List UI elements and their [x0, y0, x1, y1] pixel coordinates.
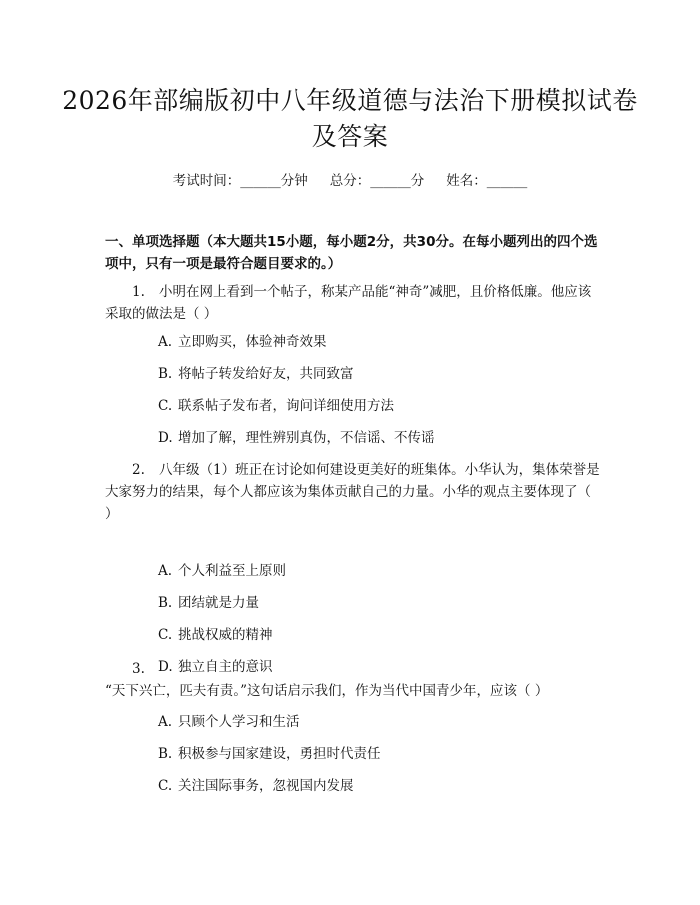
question-1 [105, 281, 600, 325]
question-1-option-c [158, 397, 598, 415]
question-stem: 小明在网上看到一个帖子，称某产品能“神奇”减肥，且价格低廉。他应该采取的做法是（ ） [105, 284, 592, 322]
option-letter: C. [158, 398, 173, 414]
option-text: 独立自主的意识 [178, 659, 273, 675]
option-letter: B. [158, 595, 173, 611]
option-text: 增加了解，理性辨别真伪，不信谣、不传谣 [178, 430, 435, 446]
option-text: 个人利益至上原则 [178, 563, 286, 579]
question-2-option-b [158, 594, 598, 612]
question-stem: 八年级（1）班正在讨论如何建设更美好的班集体。小华认为，集体荣誉是大家努力的结果，每个人都应该为集体贡献自己的力量。小华的观点主要体现了（ ） [105, 462, 600, 522]
option-text: 立即购买，体验神奇效果 [178, 334, 327, 350]
student-name-field: 姓名：______ [446, 173, 528, 189]
question-stem: “天下兴亡，匹夫有责。”这句话启示我们，作为当代中国青少年，应该（ ） [105, 683, 549, 699]
question-number: 3. [132, 661, 145, 677]
question-1-option-a [158, 333, 598, 351]
exam-time-field: 考试时间：______分钟 [172, 173, 308, 189]
question-2-option-c [158, 626, 598, 644]
option-text: 积极参与国家建设，勇担时代责任 [178, 746, 381, 762]
question-3 [105, 658, 600, 702]
question-number: 2. [132, 462, 145, 478]
section-heading: 一、单项选择题（本大题共15小题，每小题2分，共30分。在每小题列出的四个选项中，只有一项是最符合题目要求的。） [105, 234, 598, 272]
question-3-option-c [158, 777, 598, 795]
option-letter: A. [158, 563, 173, 579]
option-letter: A. [158, 714, 173, 730]
option-letter: C. [158, 627, 173, 643]
option-text: 只顾个人学习和生活 [178, 714, 300, 730]
option-text: 关注国际事务，忽视国内发展 [178, 778, 354, 794]
option-letter: D. [158, 659, 173, 675]
question-3-option-a [158, 713, 598, 731]
option-letter: C. [158, 778, 173, 794]
exam-meta-line [0, 172, 700, 190]
page-title: 2026年部编版初中八年级道德与法治下册模拟试卷及答案 [62, 86, 638, 151]
option-text: 团结就是力量 [178, 595, 259, 611]
option-letter: D. [158, 430, 173, 446]
question-2-option-a [158, 562, 598, 580]
option-letter: B. [158, 366, 173, 382]
option-text: 联系帖子发布者，询问详细使用方法 [178, 398, 394, 414]
question-2 [105, 459, 600, 525]
option-text: 挑战权威的精神 [178, 627, 273, 643]
question-1-option-d [158, 429, 598, 447]
question-number: 1. [132, 284, 145, 300]
question-1-option-b [158, 365, 598, 383]
option-text: 将帖子转发给好友，共同致富 [178, 366, 354, 382]
option-letter: B. [158, 746, 173, 762]
total-score-field: 总分：______分 [329, 173, 425, 189]
option-letter: A. [158, 334, 173, 350]
question-3-option-b [158, 745, 598, 763]
